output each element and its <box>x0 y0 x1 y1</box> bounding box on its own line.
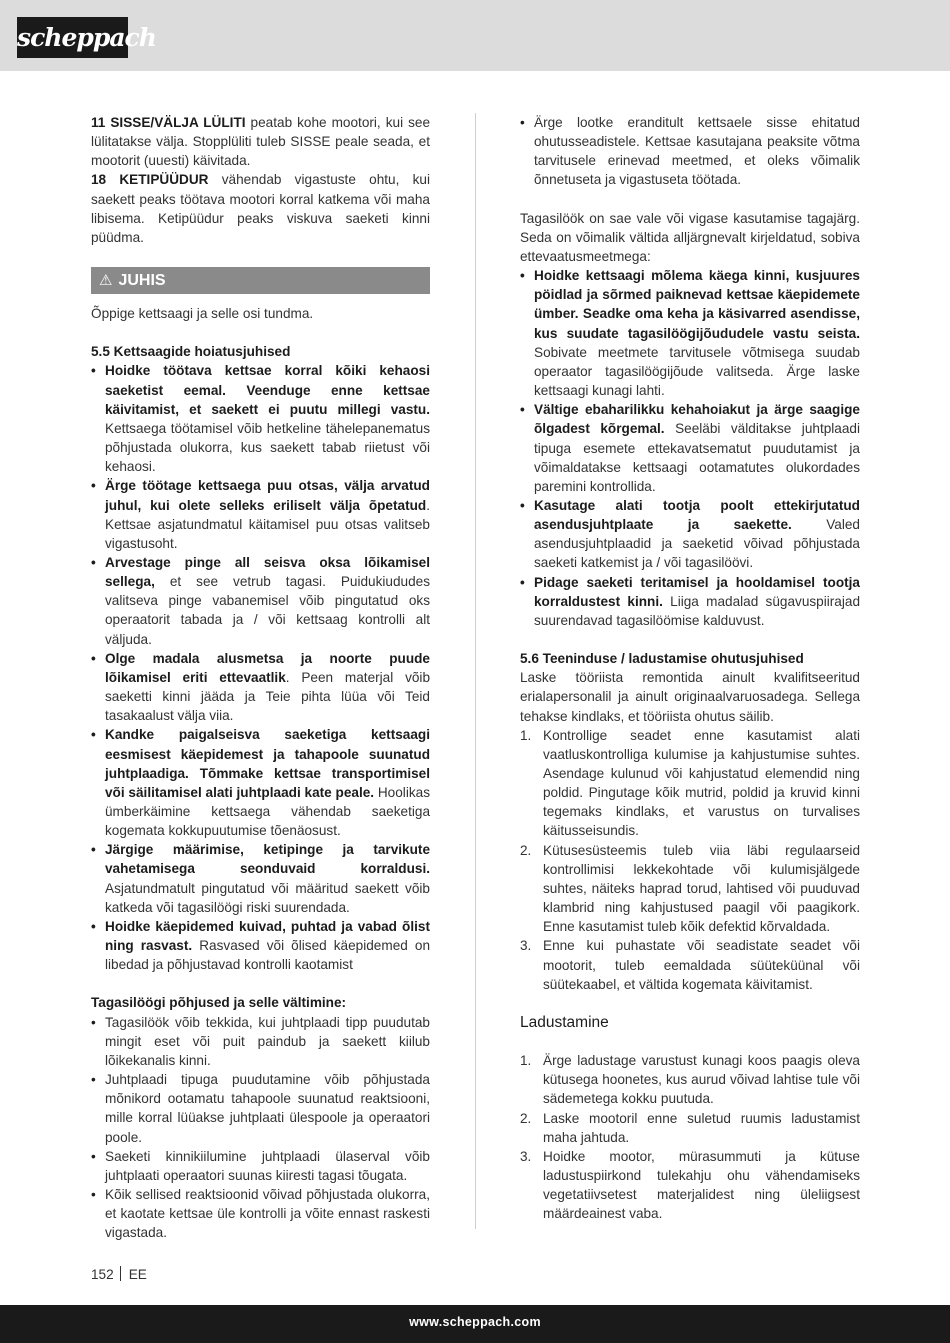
page-footer <box>91 1266 147 1283</box>
safety-list <box>520 113 860 190</box>
storage-list <box>520 1051 860 1223</box>
note-heading: ⚠ JUHIS <box>91 267 430 294</box>
list-item: • Hoidke töötava kettsae korral kõiki kehaosi saeketist eemal. Veenduge enne kettsae käivitamist, et saekett ei puutu millegi vastu. Kettsaega töötamisel võib hetkeline tähelepanematus põhjustada olukorra, kus saekett tabab riietust või kehaosi. <box>91 361 430 476</box>
kickback-causes-list <box>91 1013 430 1243</box>
list-item: • Hoidke kettsaagi mõlema käega kinni, kusjuures pöidlad ja sõrmed paiknevad kettsae käepidemete ümber. Seadke oma keha ja käsivarred asendisse, kus suudate tagasilöögijõududele vastu seista. Sobivate meetmete tarvitusele võtmisega suudab operaator tagasilöögijõude valitseda. Ärge laske kettsaagi kunagi lahti. <box>520 266 860 400</box>
language-code: EE <box>128 1267 147 1282</box>
warning-triangle-icon: ⚠ <box>99 272 113 290</box>
kickback-prevention-list <box>520 266 860 630</box>
list-item: • Järgige määrimise, ketipinge ja tarvikute vahetamisega seonduvaid korraldusi. Asjatundmatult pingutatud või määritud saekett võib katkeda või tagasilöögi riski suurendada. <box>91 840 430 917</box>
list-item: 3. Hoidke mootor, mürasummuti ja kütuse ladustuspiirkond tulekahju ohu vähendamiseks vegetatiivsetest materjalidest ning üleliigsest määrdeainest vaba. <box>520 1148 860 1222</box>
list-item: 2. Kütusesüsteemis tuleb viia läbi regulaarseid kontrollimisi lekkekohtade või kulumisjälgede suhtes, näiteks haprad torud, lahtised või puuduvad klambrid ning kahjustused paagil või paagikork. Enne kasutamist tuleb kõik defektid kõrvaldada. <box>520 842 860 935</box>
list-item: • Vältige ebaharilikku kehahoiakut ja ärge saagige õlgadest kõrgemal. Seeläbi välditakse juhtplaadi tipuga esemete ettekavatsematut puudutamist ja võimaldatakse kettsaagi ootamatutes olukordades paremini kontrollida. <box>520 400 860 496</box>
list-item: • Kandke paigalseisva saeketiga kettsaagi eesmisest käepidemest ja tahapoole suunatud juhtplaadiga. Tõmmake kettsae transportimisel või säilitamisel alati juhtplaadi kate peale. Hoolikas ümberkäimine kettsaega vähendab saeketiga kogemata kokkupuutumise tõenäosust. <box>91 725 430 840</box>
list-item: • Juhtplaadi tipuga puudutamine võib põhjustada mõnikord ootamatu tahapoole suunatud reaktsiooni, mille korral lüüakse juhtplaati ülespoole ja operaatori poole. <box>91 1070 430 1147</box>
note-text: Õppige kettsaagi ja selle osi tundma. <box>91 306 314 322</box>
intro-paragraph: 11 SISSE/VÄLJA LÜLITI peatab kohe mootori, kui see lülitatakse välja. Stopplüliti tuleb SISSE peale seada, et mootorit (uuesti) käivitada. <box>91 115 431 169</box>
scheppach-logo: scheppach <box>17 17 128 58</box>
right-column <box>520 113 860 1223</box>
list-item: • Saeketi kinnikiilumine juhtplaadi ülaserval võib juhtplaati operaatori suunas kiiresti tagasi tõugata. <box>91 1147 430 1185</box>
section-title: Tagasilöögi põhjused ja selle vältimine: <box>91 995 347 1011</box>
storage-heading: Ladustamine <box>520 1013 609 1031</box>
list-item: • Ärge lootke eranditult kettsaele sisse ehitatud ohutusseadistele. Kettsae kasutajana peaksite võtma tarvitusele erinevad meetmed, et oleks võimalik õnnetuseta ja vigastuseta töötada. <box>520 113 860 190</box>
intro-paragraph: 18 KETIPÜÜDUR vähendab vigastuste ohtu, kui saekett peaks töötava mootori korral katkema või maha libisema. Ketipüüdur peaks viskuva saeketi kinni püüdma. <box>91 172 430 245</box>
left-column <box>91 113 430 1242</box>
list-item: • Kõik sellised reaktsioonid võivad põhjustada olukorra, et kaotate kettsae üle kontrolli ja võite ennast raskesti vigastada. <box>91 1185 430 1242</box>
list-item: • Arvestage pinge all seisva oksa lõikamisel sellega, et see vetrub tagasi. Puidukiududes valitseva pinge vabanemisel võib pingutatud oks operaatorit tabada ja / või kettsaag kontrolli alt väljuda. <box>91 553 430 649</box>
list-item: • Tagasilöök võib tekkida, kui juhtplaadi tipp puudutab mingit eset või puit paindub ja saekett kiilub lõikekanalis kinni. <box>91 1013 430 1070</box>
list-item: • Hoidke käepidemed kuivad, puhtad ja vabad õlist ning rasvast. Rasvased või õlised käepidemed on libedad ja põhjustavad kontrolli kaotamist <box>91 917 430 974</box>
list-item: • Pidage saeketi teritamisel ja hooldamisel tootja korraldustest kinni. Liiga madalad sügavuspiirajad suurendavad tagasilöömise kalduvust. <box>520 573 860 630</box>
list-item: • Olge madala alusmetsa ja noorte puude lõikamisel eriti ettevaatlik. Peen materjal võib saeketti kinni jääda ja Teie pihta lüüa või Teid tasakaalust välja viia. <box>91 649 430 726</box>
website-link[interactable]: www.scheppach.com <box>409 1315 541 1329</box>
bottom-bar <box>0 1305 950 1343</box>
kickback-intro: Tagasilöök on sae vale või vigase kasutamise tagajärg. Seda on võimalik vältida alljärgnevalt kirjeldatud, sobiva ettevaatusmeetmega: <box>520 210 860 264</box>
column-divider <box>475 113 476 1229</box>
list-item: • Kasutage alati tootja poolt ettekirjutatud asendusjuhtplaate ja saekette. Valed asendusjuhtplaadid ja saeketid võivad põhjustada saeketi katkemist ja / või tagasilöövi. <box>520 496 860 573</box>
section-title: 5.6 Teeninduse / ladustamise ohutusjuhised <box>520 651 804 667</box>
warning-list <box>91 361 430 974</box>
section-title: 5.5 Kettsaagide hoiatusjuhised <box>91 344 291 360</box>
list-item: • Ärge töötage kettsaega puu otsas, välja arvatud juhul, kui olete selleks eriliselt välja õpetatud. Kettsae asjatundmatul käitamisel puu otsas valitseb vigastusoht. <box>91 476 430 553</box>
footer-separator <box>120 1266 121 1281</box>
list-item: 1. Ärge ladustage varustust kunagi koos paagis oleva kütusega hoonetes, kus aurud võivad lahtise tule või sädemetega kokku puutuda. <box>520 1053 860 1107</box>
service-list <box>520 726 860 994</box>
page-number: 152 <box>91 1267 114 1282</box>
list-item: 1. Kontrollige seadet enne kasutamist alati vaatluskontrolliga kulumise ja kahjustumise suhtes. Asendage kulunud või kahjustatud elemendid ning poldid. Pingutage kõik mutrid, poldid ja kruvid kinni tegemaks kindlaks, et varustus on turvalises käitusseisundis. <box>520 727 860 839</box>
list-item: 3. Enne kui puhastate või seadistate seadet või mootorit, tuleb eemaldada süüteküünal või süütekaabel, et vältida kogemata käivitamist. <box>520 938 860 992</box>
list-item: 2. Laske mootoril enne suletud ruumis ladustamist maha jahtuda. <box>520 1110 860 1145</box>
header-bar <box>0 0 950 71</box>
service-intro: Laske tööriista remontida ainult kvalifitseeritud erialapersonalil ja ainult originaalvaruosadega. Sellega tehakse kindlaks, et tööriista ohutus säilib. <box>520 670 860 724</box>
